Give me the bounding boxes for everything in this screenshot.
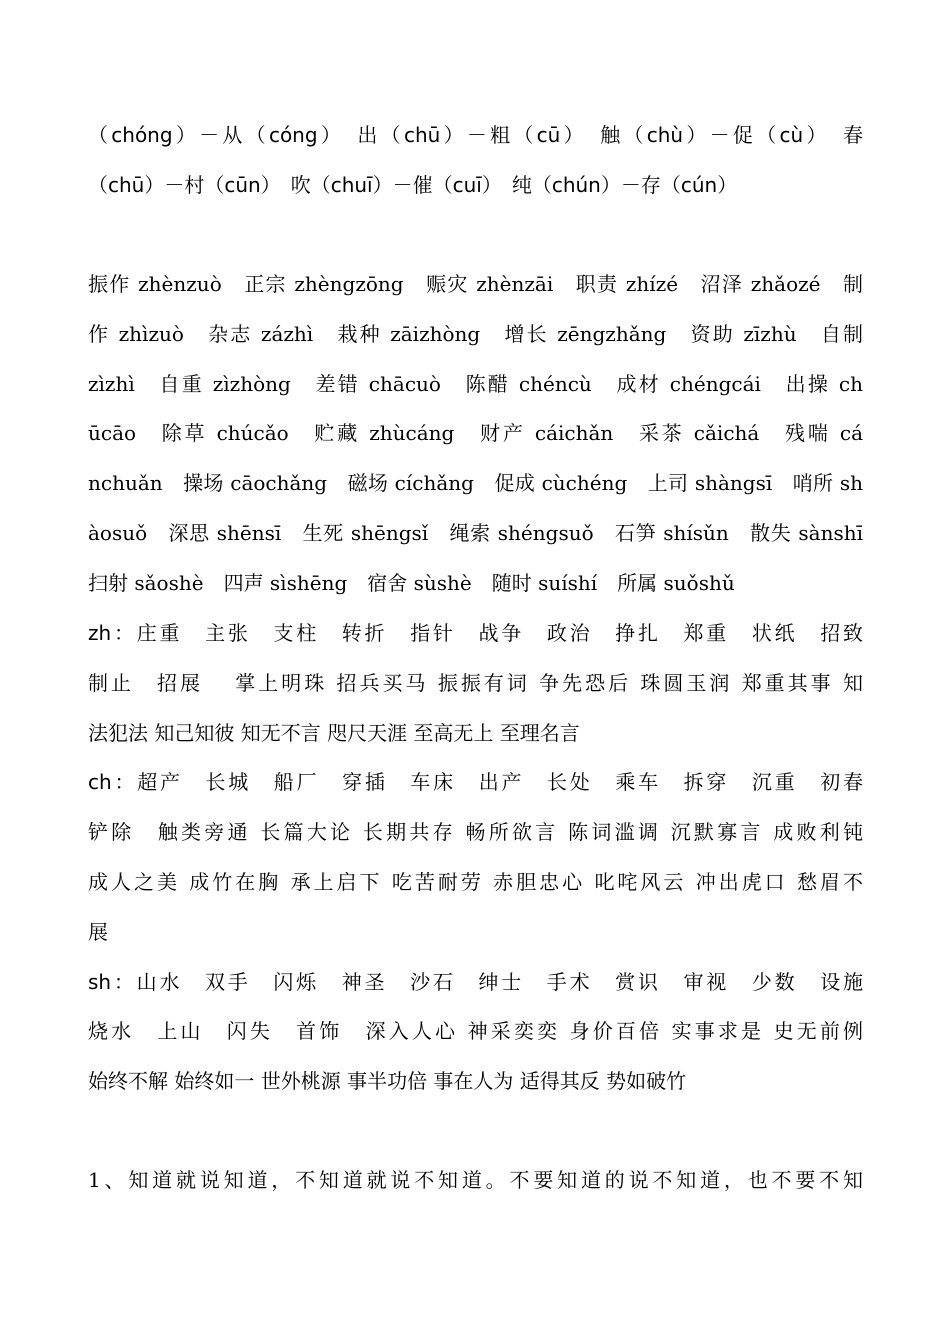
vocab-line-4: ūcāo 除草 chúcǎo 贮藏 zhùcáng 财产 cáichǎn 采茶 cǎichá 残喘 cá (88, 421, 863, 445)
sh-line-2: 烧水 上山 闪失 首饰 深入人心 神采奕奕 身价百倍 实事求是 史无前例 (88, 1019, 863, 1043)
ch-line-3: 成人之美 成竹在胸 承上启下 吃苦耐劳 赤胆忠心 叱咤风云 冲出虎口 愁眉不 (88, 870, 863, 894)
numbered-paragraph-1: 1、知道就说知道，不知道就说不知道。不要知道的说不知道，也不要不知 (88, 1168, 863, 1192)
vocab-line-7: 扫射 sǎoshè 四声 sìshēng 宿舍 sùshè 随时 suíshí 所属 suǒshǔ (88, 571, 735, 595)
zh-line-3: 法犯法 知己知彼 知无不言 咫尺天涯 至高无上 至理名言 (88, 721, 580, 745)
ch-line-4: 展 (88, 920, 108, 944)
zh-line-1: zh：庄重 主张 支柱 转折 指针 战争 政治 挣扎 郑重 状纸 招致 (88, 621, 863, 645)
ch-line-2: 铲除 触类旁通 长篇大论 长期共存 畅所欲言 陈词滥调 沉默寡言 成败利钝 (88, 820, 863, 844)
vocab-line-3: zìzhì 自重 zìzhòng 差错 chācuò 陈醋 chéncù 成材 chéngcái 出操 ch (88, 372, 863, 396)
sh-line-3: 始终不解 始终如一 世外桃源 事半功倍 事在人为 适得其反 势如破竹 (88, 1069, 687, 1093)
pinyin-pairs-line-2: （chū）－村（cūn） 吹（chuī）－催（cuī） 纯（chún）－存（cún） (88, 173, 738, 197)
vocab-line-5: nchuǎn 操场 cāochǎng 磁场 cíchǎng 促成 cùchéng 上司 shàngsī 哨所 sh (88, 471, 863, 495)
ch-line-1: ch：超产 长城 船厂 穿插 车床 出产 长处 乘车 拆穿 沉重 初春 (88, 770, 863, 794)
vocab-line-2: 作 zhìzuò 杂志 zázhì 栽种 zāizhòng 增长 zēngzhǎng 资助 zīzhù 自制 (88, 322, 863, 346)
vocab-line-6: àosuǒ 深思 shēnsī 生死 shēngsǐ 绳索 shéngsuǒ 石笋 shísǔn 散失 sànshī (88, 521, 863, 545)
zh-line-2: 制止 招展 掌上明珠 招兵买马 振振有词 争先恐后 珠圆玉润 郑重其事 知 (88, 671, 863, 695)
pinyin-pairs-line-1: （chóng）－从（cóng） 出（chū）－粗（cū） 触（chù）－促（cù） 春 (88, 123, 863, 147)
sh-line-1: sh：山水 双手 闪烁 神圣 沙石 绅士 手术 赏识 审视 少数 设施 (88, 970, 863, 994)
vocab-line-1: 振作 zhènzuò 正宗 zhèngzōng 赈灾 zhènzāi 职责 zhízé 沼泽 zhǎozé 制 (88, 272, 863, 296)
